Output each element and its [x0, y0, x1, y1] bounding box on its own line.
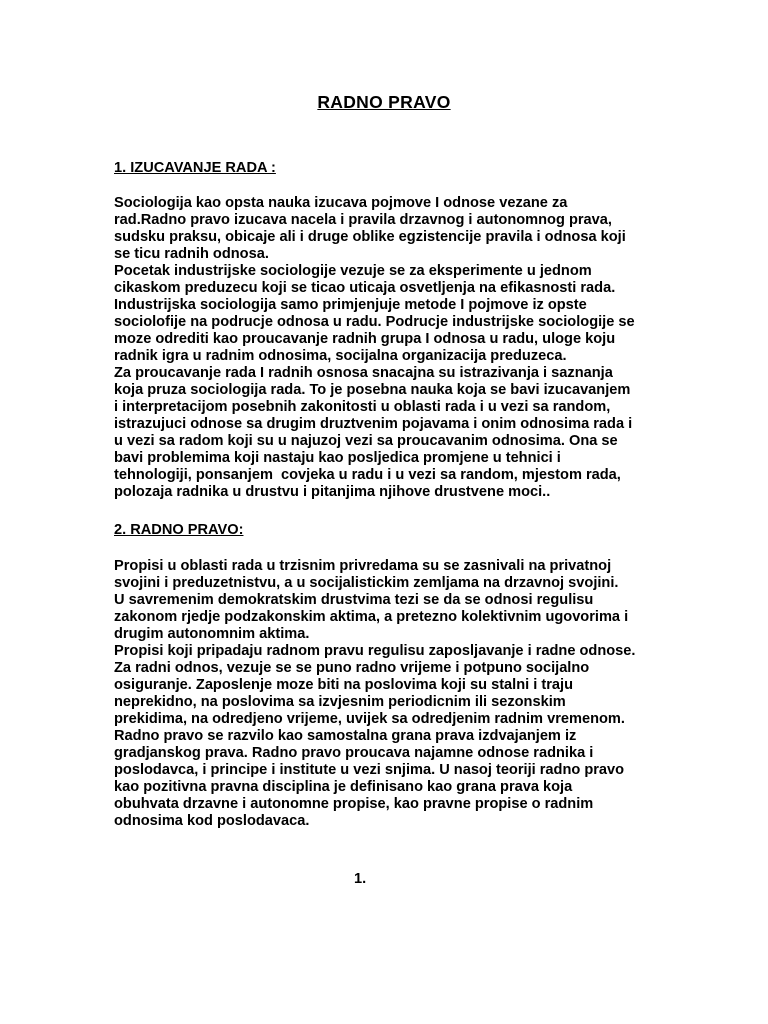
- paragraph-line: Radno pravo se razvilo kao samostalna grana prava izdvajanjem iz: [114, 728, 577, 744]
- paragraph-line: Propisi koji pripadaju radnom pravu regulisu zaposljavanje i radne odnose.: [114, 643, 636, 659]
- paragraph-line: obuhvata drzavne i autonomne propise, kao pravne propise o radnim: [114, 796, 594, 812]
- paragraph-line: bavi problemima koji nastaju kao posljedica promjene u tehnici i: [114, 450, 561, 466]
- section-heading-radno-pravo: 2. RADNO PRAVO:: [114, 522, 244, 538]
- section-body-radno-pravo: [114, 558, 659, 830]
- paragraph-line: sudsku praksu, obicaje ali i druge oblike egzistencije pravila i odnosa koji: [114, 229, 626, 245]
- section-body-izucavanje-rada: [114, 195, 659, 501]
- paragraph-line: moze odrediti kao proucavanje radnih grupa I odnosa u radu, uloge koju: [114, 331, 616, 347]
- document-title: RADNO PRAVO: [317, 92, 451, 112]
- paragraph-line: Za radni odnos, vezuje se se puno radno vrijeme i potpuno socijalno: [114, 660, 590, 676]
- paragraph-line: drugim autonomnim aktima.: [114, 626, 310, 642]
- paragraph-line: Industrijska sociologija samo primjenjuje metode I pojmove iz opste: [114, 297, 587, 313]
- paragraph-line: rad.Radno pravo izucava nacela i pravila drzavnog i autonomnog prava,: [114, 212, 612, 228]
- paragraph-line: Za proucavanje rada I radnih osnosa snacajna su istrazivanja i saznanja: [114, 365, 613, 381]
- paragraph-line: radnik igra u radnim odnosima, socijalna organizacija preduzeca.: [114, 348, 567, 364]
- paragraph-line: Pocetak industrijske sociologije vezuje se za eksperimente u jednom: [114, 263, 592, 279]
- paragraph-line: poslodavca, i principe i institute u vezi snjima. U nasoj teoriji radno pravo: [114, 762, 625, 778]
- paragraph-line: osiguranje. Zaposlenje moze biti na poslovima koji su stalni i traju: [114, 677, 573, 693]
- section-heading-izucavanje-rada: 1. IZUCAVANJE RADA :: [114, 160, 276, 176]
- paragraph-line: svojini i preduzetnistvu, a u socijalistickim zemljama na drzavnoj svojini.: [114, 575, 619, 591]
- paragraph-line: i interpretacijom posebnih zakonitosti u oblasti rada i u vezi sa random,: [114, 399, 611, 415]
- paragraph-line: odnosima kod poslodavaca.: [114, 813, 310, 829]
- paragraph-line: se ticu radnih odnosa.: [114, 246, 269, 262]
- paragraph-line: polozaja radnika u drustvu i pitanjima njihove drustvene moci..: [114, 484, 551, 500]
- paragraph-line: U savremenim demokratskim drustvima tezi se da se odnosi regulisu: [114, 592, 594, 608]
- paragraph-line: zakonom rjedje podzakonskim aktima, a pretezno kolektivnim ugovorima i: [114, 609, 629, 625]
- paragraph-line: sociolofije na podrucje odnosa u radu. Podrucje industrijske sociologije se: [114, 314, 635, 330]
- paragraph-line: koja pruza sociologija rada. To je posebna nauka koja se bavi izucavanjem: [114, 382, 631, 398]
- paragraph-line: istrazujuci odnose sa drugim druztvenim pojavama i onim odnosima rada i: [114, 416, 633, 432]
- paragraph-line: gradjanskog prava. Radno pravo proucava najamne odnose radnika i: [114, 745, 594, 761]
- paragraph-line: kao pozitivna pravna disciplina je definisano kao grana prava koja: [114, 779, 573, 795]
- paragraph-line: u vezi sa radom koji su u najuzoj vezi sa proucavanim odnosima. Ona se: [114, 433, 618, 449]
- paragraph-line: Propisi u oblasti rada u trzisnim privredama su se zasnivali na privatnoj: [114, 558, 612, 574]
- paragraph-line: cikaskom preduzecu koji se ticao uticaja osvetljenja na efikasnosti rada.: [114, 280, 616, 296]
- paragraph-line: neprekidno, na poslovima sa izvjesnim periodicnim ili sezonskim: [114, 694, 566, 710]
- paragraph-line: prekidima, na odredjeno vrijeme, uvijek sa odredjenim radnim vremenom.: [114, 711, 625, 727]
- paragraph-line: tehnologiji, ponsanjem covjeka u radu i u vezi sa random, mjestom rada,: [114, 467, 621, 483]
- paragraph-line: Sociologija kao opsta nauka izucava pojmove I odnose vezane za: [114, 195, 568, 211]
- page-number: 1.: [354, 871, 367, 887]
